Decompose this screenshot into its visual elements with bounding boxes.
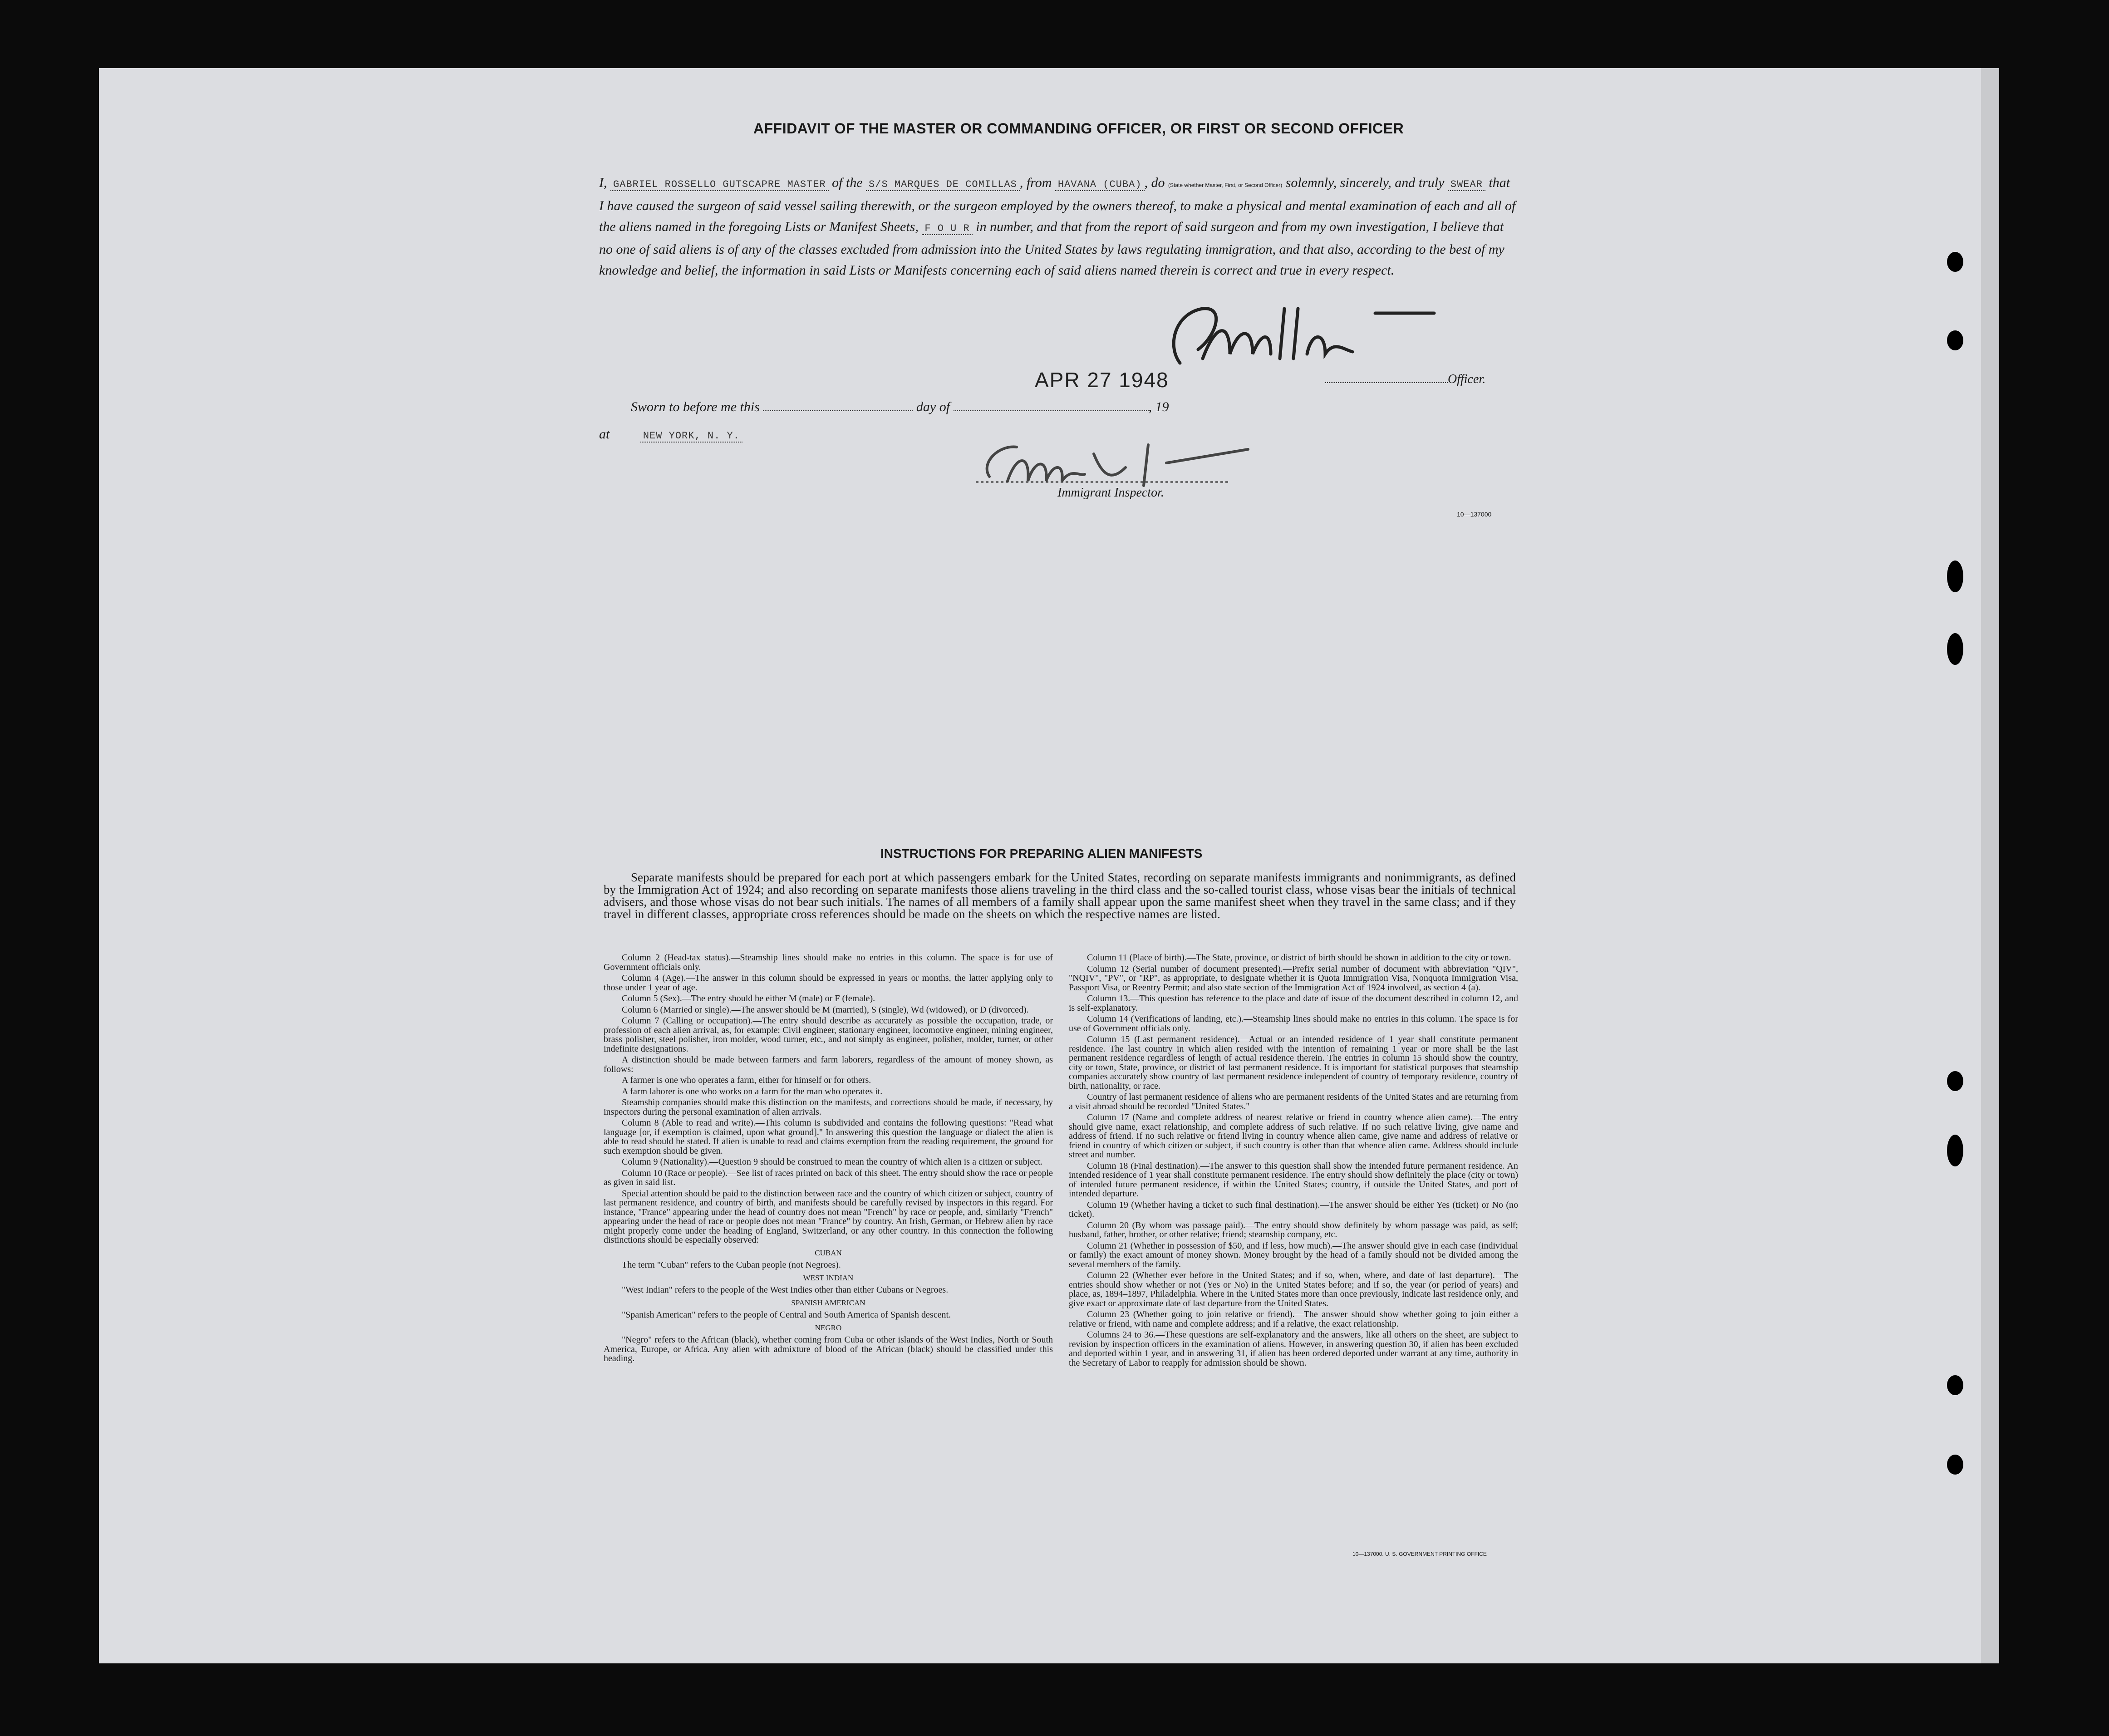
place-field: NEW YORK, N. Y.	[640, 430, 742, 443]
instruction-paragraph: Column 11 (Place of birth).—The State, province, or district of birth should be shown in addition to the city or town.	[1087, 953, 1511, 963]
port-field: HAVANA (CUBA)	[1055, 179, 1145, 191]
instruction-paragraph: Column 7 (Calling or occupation).—The entry should describe as accurately as possible the occupation, trade, or profession of each alien arrival, as, for example: Civil engineer, stationary engineer, locomotive engineer, mining engineer, brass polisher, steel polisher, iron molder, wood turner, etc., and not simply as engineer, polisher, molder, turner, or other indefinite designations.	[604, 1016, 1053, 1054]
officer-label: Officer.	[1448, 372, 1486, 386]
sworn-label: Sworn to before me this	[631, 399, 760, 414]
affidavit-text	[599, 172, 1516, 281]
instructions-intro: Separate manifests should be prepared for each port at which passengers embark for the United States, recording on separate manifests immigrants and nonimmigrants, as defined by the Immigration Act of 1924; and also recording on separate manifests those aliens traveling in the third class and the so-called tourist class, whose visas bear the initials of technical advisers, and those whose visas do not bear such initials. The names of all members of a family shall appear upon the same manifest sheet when they travel in the same class; and if they travel in different classes, appropriate cross references should be made on the sheets on which the respective names are listed.	[604, 870, 1516, 921]
heading-negro: NEGRO	[815, 1323, 842, 1332]
instruction-paragraph: "West Indian" refers to the people of the West Indies other than either Cubans or Negroes.	[622, 1285, 949, 1295]
instruction-paragraph: Column 6 (Married or single).—The answer should be M (married), S (single), Wd (widowed), or D (divorced).	[622, 1004, 1029, 1015]
instruction-paragraph: The term "Cuban" refers to the Cuban people (not Negroes).	[622, 1260, 841, 1270]
instruction-paragraph: Column 21 (Whether in possession of $50, and if less, how much).—The answer should give in each case (individual or family) the exact amount of money shown. Money brought by the head of a family should not be divided among the several members of the family.	[1069, 1240, 1518, 1269]
page-edge	[1981, 68, 1999, 1663]
instruction-paragraph: Columns 24 to 36.—These questions are self-explanatory and the answers, like all others on the sheet, are subject to revision by inspection officers in the examination of aliens. However, in answering question 30, if alien has been excluded and deported within 1 year, and in answering 31, if alien has been ordered deported under warrant at any time, authority in the Secretary of Labor to reapply for admission should be shown.	[1069, 1330, 1518, 1368]
manifest-page	[99, 68, 1981, 1663]
heading-spanish-american: SPANISH AMERICAN	[791, 1298, 865, 1307]
instruction-paragraph: Column 18 (Final destination).—The answer to this question shall show the intended future permanent residence. An intended residence of 1 year shall constitute permanent residence. The entry should show definitely the place (city or town) of intended future permanent residence, if within the United States; country, if outside the United States, and port of intended departure.	[1069, 1161, 1518, 1199]
instruction-paragraph: Column 19 (Whether having a ticket to such final destination).—The answer should be either Yes (ticket) or No (no ticket).	[1069, 1200, 1518, 1219]
rank-note: (State whether Master, First, or Second Officer)	[1168, 182, 1283, 188]
instructions-right-column	[1069, 953, 1518, 1369]
instruction-paragraph: "Negro" refers to the African (black), whether coming from Cuba or other islands of the West Indies, North or South America, Europe, or Africa. Any alien with admixture of blood of the African (black) should be classified under this heading.	[604, 1335, 1053, 1363]
instruction-paragraph: Column 22 (Whether ever before in the United States; and if so, when, where, and date of last departure).—The entries should show whether or not (Yes or No) in the United States before; and if so, the year (or period of years) and place, as, 1894–1897, Philadelphia. Where in the United States more than once previously, indicate last residence only, and give exact or approximate date of last departure from the United States.	[1069, 1270, 1518, 1308]
instructions-title: INSTRUCTIONS FOR PREPARING ALIEN MANIFESTS	[880, 846, 1203, 861]
day-of-label: day of	[916, 399, 950, 414]
at-label: at	[599, 427, 610, 442]
affidavit-title: AFFIDAVIT OF THE MASTER OR COMMANDING OFFICER, OR FIRST OR SECOND OFFICER	[753, 120, 1404, 137]
officer-line	[1325, 372, 1485, 387]
instruction-paragraph: Special attention should be paid to the distinction between race and the country of which citizen or subject, country of last permanent residence, and country of birth, and manifests should be carefully revised by inspectors in this regard. For instance, "France" appearing under the head of country does not mean "French" by race or people, and, similarly "French" appearing under the head of race or people does not mean "France" by country. An Irish, German, or Hebrew alien by race might properly come under the heading of England, Switzerland, or any other country. In this connection the following distinctions should be especially observed:	[604, 1188, 1053, 1245]
instruction-paragraph: Column 13.—This question has reference to the place and date of issue of the document described in column 12, and is self-explanatory.	[1069, 993, 1518, 1013]
affidavit-solemnly: solemnly, sincerely, and truly	[1285, 175, 1445, 190]
affidavit-body-2: in number, and that from the report of said surgeon and from my own investigation, I believe that no one of said aliens is of any of the classes excluded from admission into the United States by laws regulating immigration, and that also, according to the best of my knowledge and belief, the information in said Lists or Manifests concerning each of said aliens named therein is correct and true in every respect.	[599, 219, 1504, 278]
instruction-paragraph: "Spanish American" refers to the people of Central and South America of Spanish descent.	[622, 1310, 951, 1320]
punch-hole	[1947, 330, 1963, 350]
instruction-paragraph: Column 2 (Head-tax status).—Steamship lines should make no entries in this column. The space is for use of Government officials only.	[604, 953, 1053, 972]
master-signature	[1162, 295, 1489, 381]
printing-office-footer: 10—137000. U. S. GOVERNMENT PRINTING OFFICE	[1352, 1551, 1487, 1557]
instruction-paragraph: Country of last permanent residence of aliens who are permanent residents of the United States and are returning from a visit abroad should be recorded "United States."	[1069, 1092, 1518, 1111]
at-line	[599, 427, 742, 442]
affidavit-i: I,	[599, 175, 607, 190]
punch-hole	[1947, 633, 1963, 665]
instruction-paragraph: Column 14 (Verifications of landing, etc.).—Steamship lines should make no entries in this column. The space is for use of Government officials only.	[1069, 1014, 1518, 1033]
vessel-field: S/S MARQUES DE COMILLAS	[866, 179, 1020, 191]
instruction-paragraph: Column 12 (Serial number of document presented).—Prefix serial number of document with abbreviation "QIV", "NQIV", "PV", or "RP", as appropriate, to designate whether it is Quota Immigration Visa, Nonquota Immigration Visa, Passport Visa, or Reentry Permit; and also state section of the Immigration Act of 1924 involved, as section 4 (a).	[1069, 964, 1518, 993]
instruction-paragraph: A distinction should be made between farmers and farm laborers, regardless of the amount of money shown, as follows:	[604, 1055, 1053, 1074]
affidavit-from: , from	[1019, 175, 1052, 190]
year-label: , 19	[1148, 399, 1169, 414]
instruction-paragraph: Column 23 (Whether going to join relative or friend).—The answer should show whether going to join either a relative or friend, with name and complete address; and if a relative, the exact relationship.	[1069, 1309, 1518, 1329]
instruction-paragraph: A farmer is one who operates a farm, either for himself or for others.	[622, 1075, 871, 1085]
affidavit-do: , do	[1144, 175, 1165, 190]
instruction-paragraph: Column 9 (Nationality).—Question 9 should be construed to mean the country of which alien is a citizen or subject.	[622, 1157, 1043, 1167]
affidavit-body-1: that I have caused the surgeon of said vessel sailing therewith, or the surgeon employed by the owners thereof, to make a physical and mental examination of each and all of the aliens named in the foregoing Lists or Manifest Sheets,	[599, 175, 1516, 234]
punch-hole	[1947, 1135, 1963, 1166]
inspector-label: Immigrant Inspector.	[1057, 486, 1164, 500]
instruction-paragraph: Column 20 (By whom was passage paid).—The entry should show definitely by whom passage was paid, as self; husband, father, brother, or other relative; friend; steamship company, etc.	[1069, 1220, 1518, 1239]
heading-cuban: CUBAN	[815, 1248, 842, 1257]
oath-field: SWEAR	[1448, 179, 1485, 191]
punch-hole	[1947, 1455, 1963, 1475]
instruction-paragraph: Steamship companies should make this distinction on the manifests, and corrections should be made, if necessary, by inspectors during the personal examination of alien arrivals.	[604, 1097, 1053, 1117]
date-stamp: APR 27 1948	[1035, 368, 1169, 392]
alien-count-field: F O U R	[922, 223, 972, 235]
affidavit-of-the: of the	[832, 175, 863, 190]
punch-hole	[1947, 1375, 1963, 1395]
instruction-paragraph: Column 15 (Last permanent residence).—Actual or an intended residence of 1 year shall constitute permanent residence. The last country in which alien resided with the intention of remaining 1 year or more shall be the last permanent residence regardless of length of actual residence therein. The entries in column 15 should show the country, city or town, State, province, or district of last permanent residence. It is important for statistical purposes that steamship companies accurately show country of last permanent residence independent of country of temporary residence, country of birth, nationality, or race.	[1069, 1034, 1518, 1091]
instruction-paragraph: Column 17 (Name and complete address of nearest relative or friend in country whence alien came).—The entry should give name, exact relationship, and complete address of such relative. If no such relative living, give name and address of friend. If no such relative or friend living in country whence alien came, give name and address of relative or friend in country of which citizen or subject, if such country is other than that whence alien came. Address should include street and number.	[1069, 1112, 1518, 1160]
form-number: 10—137000	[1457, 511, 1492, 518]
punch-hole	[1947, 252, 1963, 272]
instructions-left-column	[604, 953, 1053, 1365]
instruction-paragraph: Column 4 (Age).—The answer in this column should be expressed in years or months, the latter applying only to those under 1 year of age.	[604, 973, 1053, 993]
punch-hole	[1947, 561, 1963, 592]
sworn-line	[631, 399, 1169, 415]
instruction-paragraph: Column 10 (Race or people).—See list of races printed on back of this sheet. The entry should show the race or people as given in said list.	[604, 1168, 1053, 1187]
instruction-paragraph: Column 8 (Able to read and write).—This column is subdivided and contains the following questions: "Read what language [or, if exemption is claimed, upon what ground]." In answering this question the language or dialect the alien is able to read should be stated. If alien is unable to read and claims exemption from the reading requirement, the ground for such exemption should be given.	[604, 1118, 1053, 1156]
heading-west-indian: WEST INDIAN	[803, 1273, 854, 1282]
master-name-field: GABRIEL ROSSELLO GUTSCAPRE MASTER	[610, 179, 829, 191]
punch-hole	[1947, 1071, 1963, 1091]
instruction-paragraph: Column 5 (Sex).—The entry should be either M (male) or F (female).	[622, 993, 875, 1003]
instruction-paragraph: A farm laborer is one who works on a farm for the man who operates it.	[622, 1086, 883, 1097]
